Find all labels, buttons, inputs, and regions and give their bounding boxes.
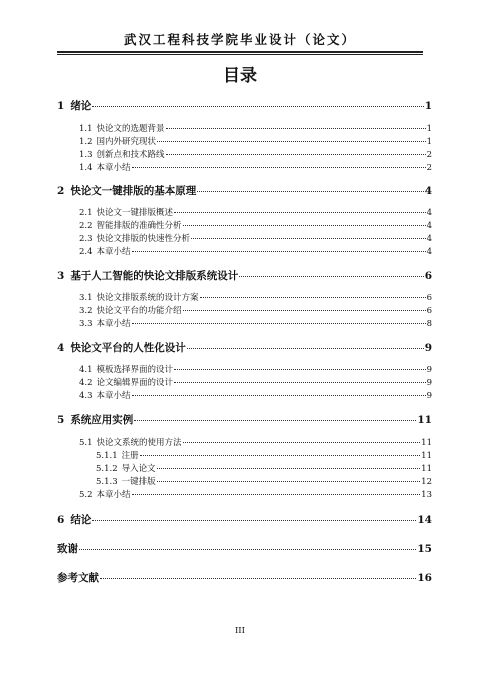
- toc-entry-page: 6: [426, 306, 432, 316]
- toc-entry-title: 本章小结: [96, 247, 131, 257]
- toc-entry-section-3-2[interactable]: [79, 305, 432, 317]
- toc-entry-page: 11: [421, 464, 432, 474]
- toc-entry-title: 参考文献: [57, 572, 99, 584]
- dot-leader: [174, 212, 426, 213]
- toc-entry-title: 快论文排版系统的设计方案: [96, 293, 199, 303]
- toc-entry-title: 系统应用实例: [70, 414, 134, 426]
- toc-entry-section-1-1[interactable]: [79, 123, 432, 135]
- toc-entry-number: 1: [57, 100, 65, 112]
- toc-entry-page: 4: [426, 221, 432, 231]
- toc-entry-title: 快论文系统的使用方法: [96, 438, 182, 448]
- toc-entry-section-2-1[interactable]: [79, 207, 432, 219]
- toc-entry-page: 2: [426, 150, 432, 160]
- dot-leader: [183, 310, 426, 311]
- toc-entry-page: 11: [421, 451, 432, 461]
- toc-entry-number: 1.2: [79, 137, 93, 147]
- toc-entry-number: 2.3: [79, 234, 93, 244]
- toc-entry-number: 4.2: [79, 378, 93, 388]
- toc-entry-section-4-3[interactable]: [79, 390, 432, 402]
- dot-leader: [166, 154, 426, 155]
- toc-entry-page: 4: [426, 234, 432, 244]
- dot-leader: [100, 578, 416, 579]
- dot-leader: [92, 520, 416, 521]
- toc-entry-title: 国内外研究现状: [96, 137, 157, 147]
- toc-entry-title: 注册: [121, 451, 139, 461]
- toc-entry-number: 1.3: [79, 150, 93, 160]
- toc-entry-title: 本章小结: [96, 163, 131, 173]
- dot-leader: [157, 468, 421, 469]
- toc-entry-title: 基于人工智能的快论文排版系统设计: [70, 270, 239, 282]
- dot-leader: [132, 167, 426, 168]
- toc-entry-chapter-6[interactable]: [57, 513, 432, 527]
- toc-entry-subsection-5-1-1[interactable]: [96, 450, 432, 462]
- toc-entry-title: 智能排版的准确性分析: [96, 221, 182, 231]
- toc-entry-title: 创新点和技术路线: [96, 150, 165, 160]
- page-number: III: [234, 626, 246, 636]
- toc-entry-page: 11: [421, 438, 432, 448]
- toc-entry-number: 1.4: [79, 163, 93, 173]
- toc-entry-number: 5.1.3: [96, 477, 118, 487]
- toc-entry-number: 2.1: [79, 208, 93, 218]
- dot-leader: [132, 395, 426, 396]
- dot-leader: [183, 225, 426, 226]
- toc-entry-page: 4: [426, 247, 432, 257]
- toc-entry-section-5-2[interactable]: [79, 489, 432, 501]
- dot-leader: [157, 481, 421, 482]
- toc-entry-page: 9: [426, 365, 432, 375]
- toc-entry-number: 5.1.1: [96, 451, 118, 461]
- dot-leader: [174, 382, 426, 383]
- toc-entry-title: 结论: [70, 514, 92, 526]
- toc-entry-section-2-4[interactable]: [79, 246, 432, 258]
- toc-entry-section-3-3[interactable]: [79, 318, 432, 330]
- toc-entry-number: 5.1: [79, 438, 93, 448]
- toc-entry-page: 1: [426, 124, 432, 134]
- toc-entry-page: 8: [426, 319, 432, 329]
- toc-entry-page: 2: [426, 163, 432, 173]
- toc-entry-section-3-1[interactable]: [79, 292, 432, 304]
- toc-entry-chapter-5[interactable]: [57, 413, 432, 427]
- toc-entry-section-1-3[interactable]: [79, 149, 432, 161]
- toc-entry-number: 3.1: [79, 293, 93, 303]
- toc-entry-title: 致谢: [57, 543, 78, 555]
- toc-entry-page: 12: [421, 477, 432, 487]
- toc-entry-section-2-3[interactable]: [79, 233, 432, 245]
- toc-entry-section-4-2[interactable]: [79, 377, 432, 389]
- dot-leader: [132, 251, 426, 252]
- toc-entry-references[interactable]: [57, 571, 432, 585]
- toc-entry-title: 快论文的选题背景: [96, 124, 165, 134]
- toc-entry-page: 1: [424, 100, 432, 112]
- toc-entry-number: 3.3: [79, 319, 93, 329]
- header-rule-thick: [57, 51, 423, 53]
- toc-entry-number: 4.3: [79, 391, 93, 401]
- dot-leader: [197, 191, 423, 192]
- toc-entry-number: 4.1: [79, 365, 93, 375]
- dot-leader: [174, 369, 426, 370]
- toc-entry-page: 16: [417, 572, 432, 584]
- toc-entry-page: 4: [424, 185, 432, 197]
- toc-entry-page: 6: [426, 293, 432, 303]
- toc-entry-acknowledgements[interactable]: [57, 542, 432, 556]
- toc-entry-section-1-2[interactable]: [79, 136, 432, 148]
- toc-entry-page: 14: [417, 514, 432, 526]
- toc-entry-title: 快论文一键排版概述: [96, 208, 174, 218]
- toc-entry-number: 5: [57, 414, 65, 426]
- running-header: 武汉工程科技学院毕业设计（论文）: [123, 32, 356, 47]
- toc-entry-title: 模板选择界面的设计: [96, 365, 174, 375]
- toc-entry-subsection-5-1-3[interactable]: [96, 476, 432, 488]
- toc-entry-title: 一键排版: [121, 477, 156, 487]
- toc-entry-number: 4: [57, 342, 65, 354]
- toc-entry-number: 3.2: [79, 306, 93, 316]
- dot-leader: [183, 442, 421, 443]
- toc-entry-page: 9: [426, 391, 432, 401]
- toc-entry-title: 快论文一键排版的基本原理: [70, 185, 197, 197]
- toc-entry-title: 快论文平台的人性化设计: [70, 342, 186, 354]
- toc-entry-chapter-4[interactable]: [57, 341, 432, 355]
- header-rule-thin: [57, 54, 423, 55]
- dot-leader: [157, 141, 426, 142]
- dot-leader: [239, 276, 423, 277]
- toc-title: 目录: [223, 66, 257, 86]
- dot-leader: [191, 238, 426, 239]
- dot-leader: [132, 323, 426, 324]
- toc-entry-page: 9: [424, 342, 432, 354]
- dot-leader: [92, 106, 423, 107]
- toc-entry-chapter-1[interactable]: [57, 99, 432, 113]
- toc-entry-title: 论文编辑界面的设计: [96, 378, 174, 388]
- toc-entry-chapter-2[interactable]: [57, 184, 432, 198]
- dot-leader: [166, 128, 426, 129]
- toc-entry-page: 6: [424, 270, 432, 282]
- toc-entry-page: 9: [426, 378, 432, 388]
- toc-entry-number: 3: [57, 270, 65, 282]
- toc-entry-section-2-2[interactable]: [79, 220, 432, 232]
- toc-entry-number: 2.4: [79, 247, 93, 257]
- dot-leader: [79, 549, 416, 550]
- toc-entry-number: 2: [57, 185, 65, 197]
- toc-entry-page: 15: [417, 543, 432, 555]
- toc-entry-number: 6: [57, 514, 65, 526]
- toc-entry-page: 4: [426, 208, 432, 218]
- toc-entry-title: 本章小结: [96, 490, 131, 500]
- toc-entry-number: 5.1.2: [96, 464, 118, 474]
- dot-leader: [134, 420, 416, 421]
- toc-entry-chapter-3[interactable]: [57, 269, 432, 283]
- dot-leader: [140, 455, 421, 456]
- toc-entry-title: 导入论文: [121, 464, 156, 474]
- toc-entry-number: 5.2: [79, 490, 93, 500]
- dot-leader: [200, 297, 426, 298]
- toc-entry-section-1-4[interactable]: [79, 162, 432, 174]
- toc-entry-title: 绪论: [70, 100, 92, 112]
- toc-entry-title: 快论文平台的功能介绍: [96, 306, 182, 316]
- toc-entry-title: 本章小结: [96, 319, 131, 329]
- toc-entry-page: 13: [421, 490, 432, 500]
- toc-entry-title: 快论文排版的快速性分析: [96, 234, 191, 244]
- toc-entry-section-4-1[interactable]: [79, 364, 432, 376]
- dot-leader: [187, 348, 424, 349]
- toc-entry-number: 1.1: [79, 124, 93, 134]
- toc-entry-section-5-1[interactable]: [79, 437, 432, 449]
- dot-leader: [132, 494, 421, 495]
- toc-entry-page: 11: [417, 414, 432, 426]
- toc-entry-title: 本章小结: [96, 391, 131, 401]
- toc-entry-page: 1: [426, 137, 432, 147]
- toc-entry-subsection-5-1-2[interactable]: [96, 463, 432, 475]
- toc-entry-number: 2.2: [79, 221, 93, 231]
